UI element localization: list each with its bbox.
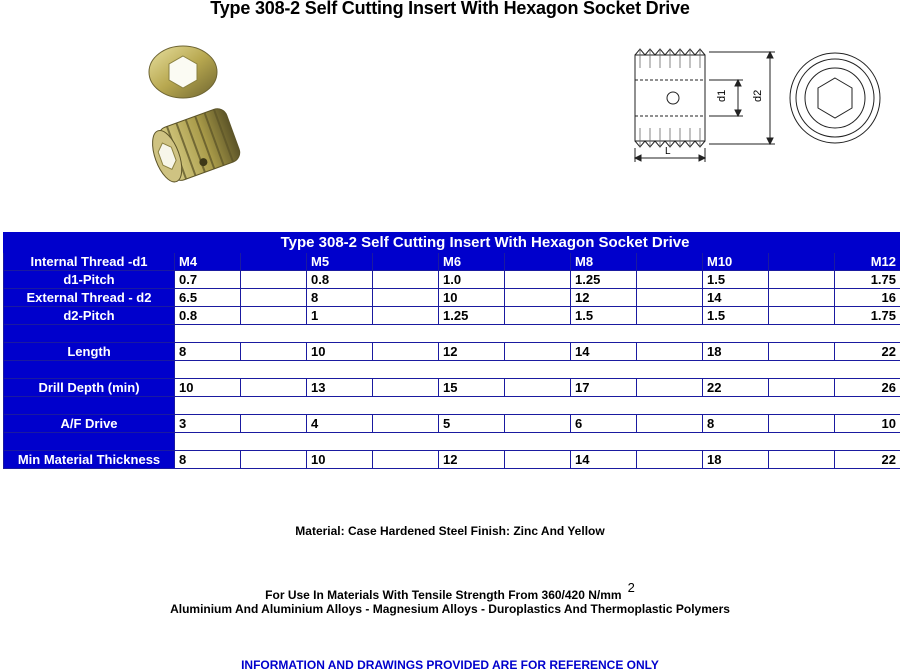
cell-spacer bbox=[505, 307, 571, 325]
cell-value: 8 bbox=[175, 451, 241, 469]
cell-spacer bbox=[373, 289, 439, 307]
cell-value: 6 bbox=[571, 415, 637, 433]
cell-value: 22 bbox=[835, 343, 900, 361]
cell-value: 0.7 bbox=[175, 271, 241, 289]
blank-label-cell bbox=[4, 433, 175, 451]
table-row bbox=[4, 343, 900, 361]
cell-value: 10 bbox=[307, 343, 373, 361]
cell-spacer bbox=[637, 343, 703, 361]
material-note: Material: Case Hardened Steel Finish: Zinc And Yellow bbox=[295, 524, 605, 538]
table-row bbox=[4, 451, 900, 469]
cell-value: 14 bbox=[703, 289, 769, 307]
cell-spacer bbox=[769, 343, 835, 361]
tensile-superscript: 2 bbox=[627, 580, 635, 595]
cell-spacer bbox=[769, 289, 835, 307]
cell-value: 8 bbox=[175, 343, 241, 361]
row-label: Length bbox=[4, 343, 175, 361]
cell-value: 1 bbox=[307, 307, 373, 325]
tensile-note bbox=[0, 582, 900, 602]
cell-spacer bbox=[637, 451, 703, 469]
cell-value: M5 bbox=[307, 253, 373, 271]
cell-spacer bbox=[637, 307, 703, 325]
cell-value: 10 bbox=[439, 289, 505, 307]
row-label: Internal Thread -d1 bbox=[4, 253, 175, 271]
cell-spacer bbox=[373, 253, 439, 271]
table-row bbox=[4, 307, 900, 325]
cell-value: 1.75 bbox=[835, 307, 900, 325]
insert-photo bbox=[135, 40, 247, 185]
table-row bbox=[4, 271, 900, 289]
cell-value: 3 bbox=[175, 415, 241, 433]
table-row bbox=[4, 253, 900, 271]
table-caption: Type 308-2 Self Cutting Insert With Hexagon Socket Drive bbox=[4, 233, 900, 253]
cell-spacer bbox=[241, 343, 307, 361]
row-label: d2-Pitch bbox=[4, 307, 175, 325]
cell-value: 12 bbox=[439, 451, 505, 469]
cell-spacer bbox=[769, 307, 835, 325]
cell-value: M6 bbox=[439, 253, 505, 271]
cell-spacer bbox=[769, 253, 835, 271]
cell-value: 0.8 bbox=[307, 271, 373, 289]
cell-spacer bbox=[505, 271, 571, 289]
blank-fill-cell bbox=[175, 397, 900, 415]
cell-spacer bbox=[637, 289, 703, 307]
cell-value: 10 bbox=[835, 415, 900, 433]
cell-value: 10 bbox=[175, 379, 241, 397]
blank-label-cell bbox=[4, 397, 175, 415]
cell-value: 14 bbox=[571, 451, 637, 469]
row-label: External Thread - d2 bbox=[4, 289, 175, 307]
cell-spacer bbox=[241, 415, 307, 433]
cell-spacer bbox=[505, 343, 571, 361]
cell-spacer bbox=[373, 343, 439, 361]
row-label: d1-Pitch bbox=[4, 271, 175, 289]
blank-row bbox=[4, 433, 900, 451]
row-label: A/F Drive bbox=[4, 415, 175, 433]
cell-spacer bbox=[769, 379, 835, 397]
cell-spacer bbox=[769, 451, 835, 469]
cell-value: 0.8 bbox=[175, 307, 241, 325]
row-label: Drill Depth (min) bbox=[4, 379, 175, 397]
cell-value: 14 bbox=[571, 343, 637, 361]
table-row bbox=[4, 289, 900, 307]
table-row bbox=[4, 379, 900, 397]
cell-value: 1.5 bbox=[703, 271, 769, 289]
cell-spacer bbox=[241, 379, 307, 397]
cell-spacer bbox=[505, 253, 571, 271]
cell-value: 5 bbox=[439, 415, 505, 433]
cell-value: 1.25 bbox=[439, 307, 505, 325]
blank-label-cell bbox=[4, 361, 175, 379]
blank-fill-cell bbox=[175, 361, 900, 379]
blank-label-cell bbox=[4, 325, 175, 343]
cell-value: M8 bbox=[571, 253, 637, 271]
length-label: L bbox=[665, 146, 671, 157]
cell-value: 1.75 bbox=[835, 271, 900, 289]
cell-spacer bbox=[505, 415, 571, 433]
cell-spacer bbox=[637, 271, 703, 289]
cell-value: 18 bbox=[703, 343, 769, 361]
blank-fill-cell bbox=[175, 433, 900, 451]
cell-value: M4 bbox=[175, 253, 241, 271]
cell-spacer bbox=[505, 379, 571, 397]
blank-row bbox=[4, 325, 900, 343]
cell-spacer bbox=[505, 451, 571, 469]
technical-drawing bbox=[625, 40, 895, 170]
cell-spacer bbox=[241, 289, 307, 307]
cell-spacer bbox=[241, 451, 307, 469]
cell-spacer bbox=[241, 253, 307, 271]
cell-spacer bbox=[769, 271, 835, 289]
cell-value: 22 bbox=[835, 451, 900, 469]
cell-value: 26 bbox=[835, 379, 900, 397]
cell-spacer bbox=[505, 289, 571, 307]
cell-spacer bbox=[373, 379, 439, 397]
table-row bbox=[4, 415, 900, 433]
cell-value: M10 bbox=[703, 253, 769, 271]
blank-row bbox=[4, 361, 900, 379]
cell-spacer bbox=[373, 415, 439, 433]
cell-spacer bbox=[637, 379, 703, 397]
cell-spacer bbox=[241, 271, 307, 289]
cell-value: 1.0 bbox=[439, 271, 505, 289]
cell-value: 8 bbox=[307, 289, 373, 307]
cell-value: 13 bbox=[307, 379, 373, 397]
cell-value: 8 bbox=[703, 415, 769, 433]
cell-spacer bbox=[769, 415, 835, 433]
cell-value: 1.25 bbox=[571, 271, 637, 289]
spec-table bbox=[3, 232, 900, 469]
disclaimer: INFORMATION AND DRAWINGS PROVIDED ARE FOR REFERENCE ONLY bbox=[241, 658, 659, 672]
cell-value: 10 bbox=[307, 451, 373, 469]
materials-list-note: Aluminium And Aluminium Alloys - Magnesium Alloys - Duroplastics And Thermoplastic Polymers bbox=[170, 602, 730, 616]
cell-spacer bbox=[373, 451, 439, 469]
cell-spacer bbox=[373, 307, 439, 325]
cell-value: 17 bbox=[571, 379, 637, 397]
cell-value: 22 bbox=[703, 379, 769, 397]
cell-value: 6.5 bbox=[175, 289, 241, 307]
d1-label: d1 bbox=[716, 89, 728, 102]
cell-spacer bbox=[373, 271, 439, 289]
cell-value: 16 bbox=[835, 289, 900, 307]
cell-value: 1.5 bbox=[571, 307, 637, 325]
page-title: Type 308-2 Self Cutting Insert With Hexagon Socket Drive bbox=[210, 0, 690, 18]
blank-fill-cell bbox=[175, 325, 900, 343]
d2-label: d2 bbox=[752, 89, 764, 102]
cell-value: 12 bbox=[439, 343, 505, 361]
blank-row bbox=[4, 397, 900, 415]
cell-value: 1.5 bbox=[703, 307, 769, 325]
cell-value: 4 bbox=[307, 415, 373, 433]
cell-value: 18 bbox=[703, 451, 769, 469]
cell-value: M12 bbox=[835, 253, 900, 271]
cell-spacer bbox=[241, 307, 307, 325]
row-label: Min Material Thickness bbox=[4, 451, 175, 469]
cell-value: 15 bbox=[439, 379, 505, 397]
cell-spacer bbox=[637, 253, 703, 271]
cell-value: 12 bbox=[571, 289, 637, 307]
cell-spacer bbox=[637, 415, 703, 433]
tensile-text: For Use In Materials With Tensile Strength From 360/420 N/mm bbox=[265, 588, 622, 602]
